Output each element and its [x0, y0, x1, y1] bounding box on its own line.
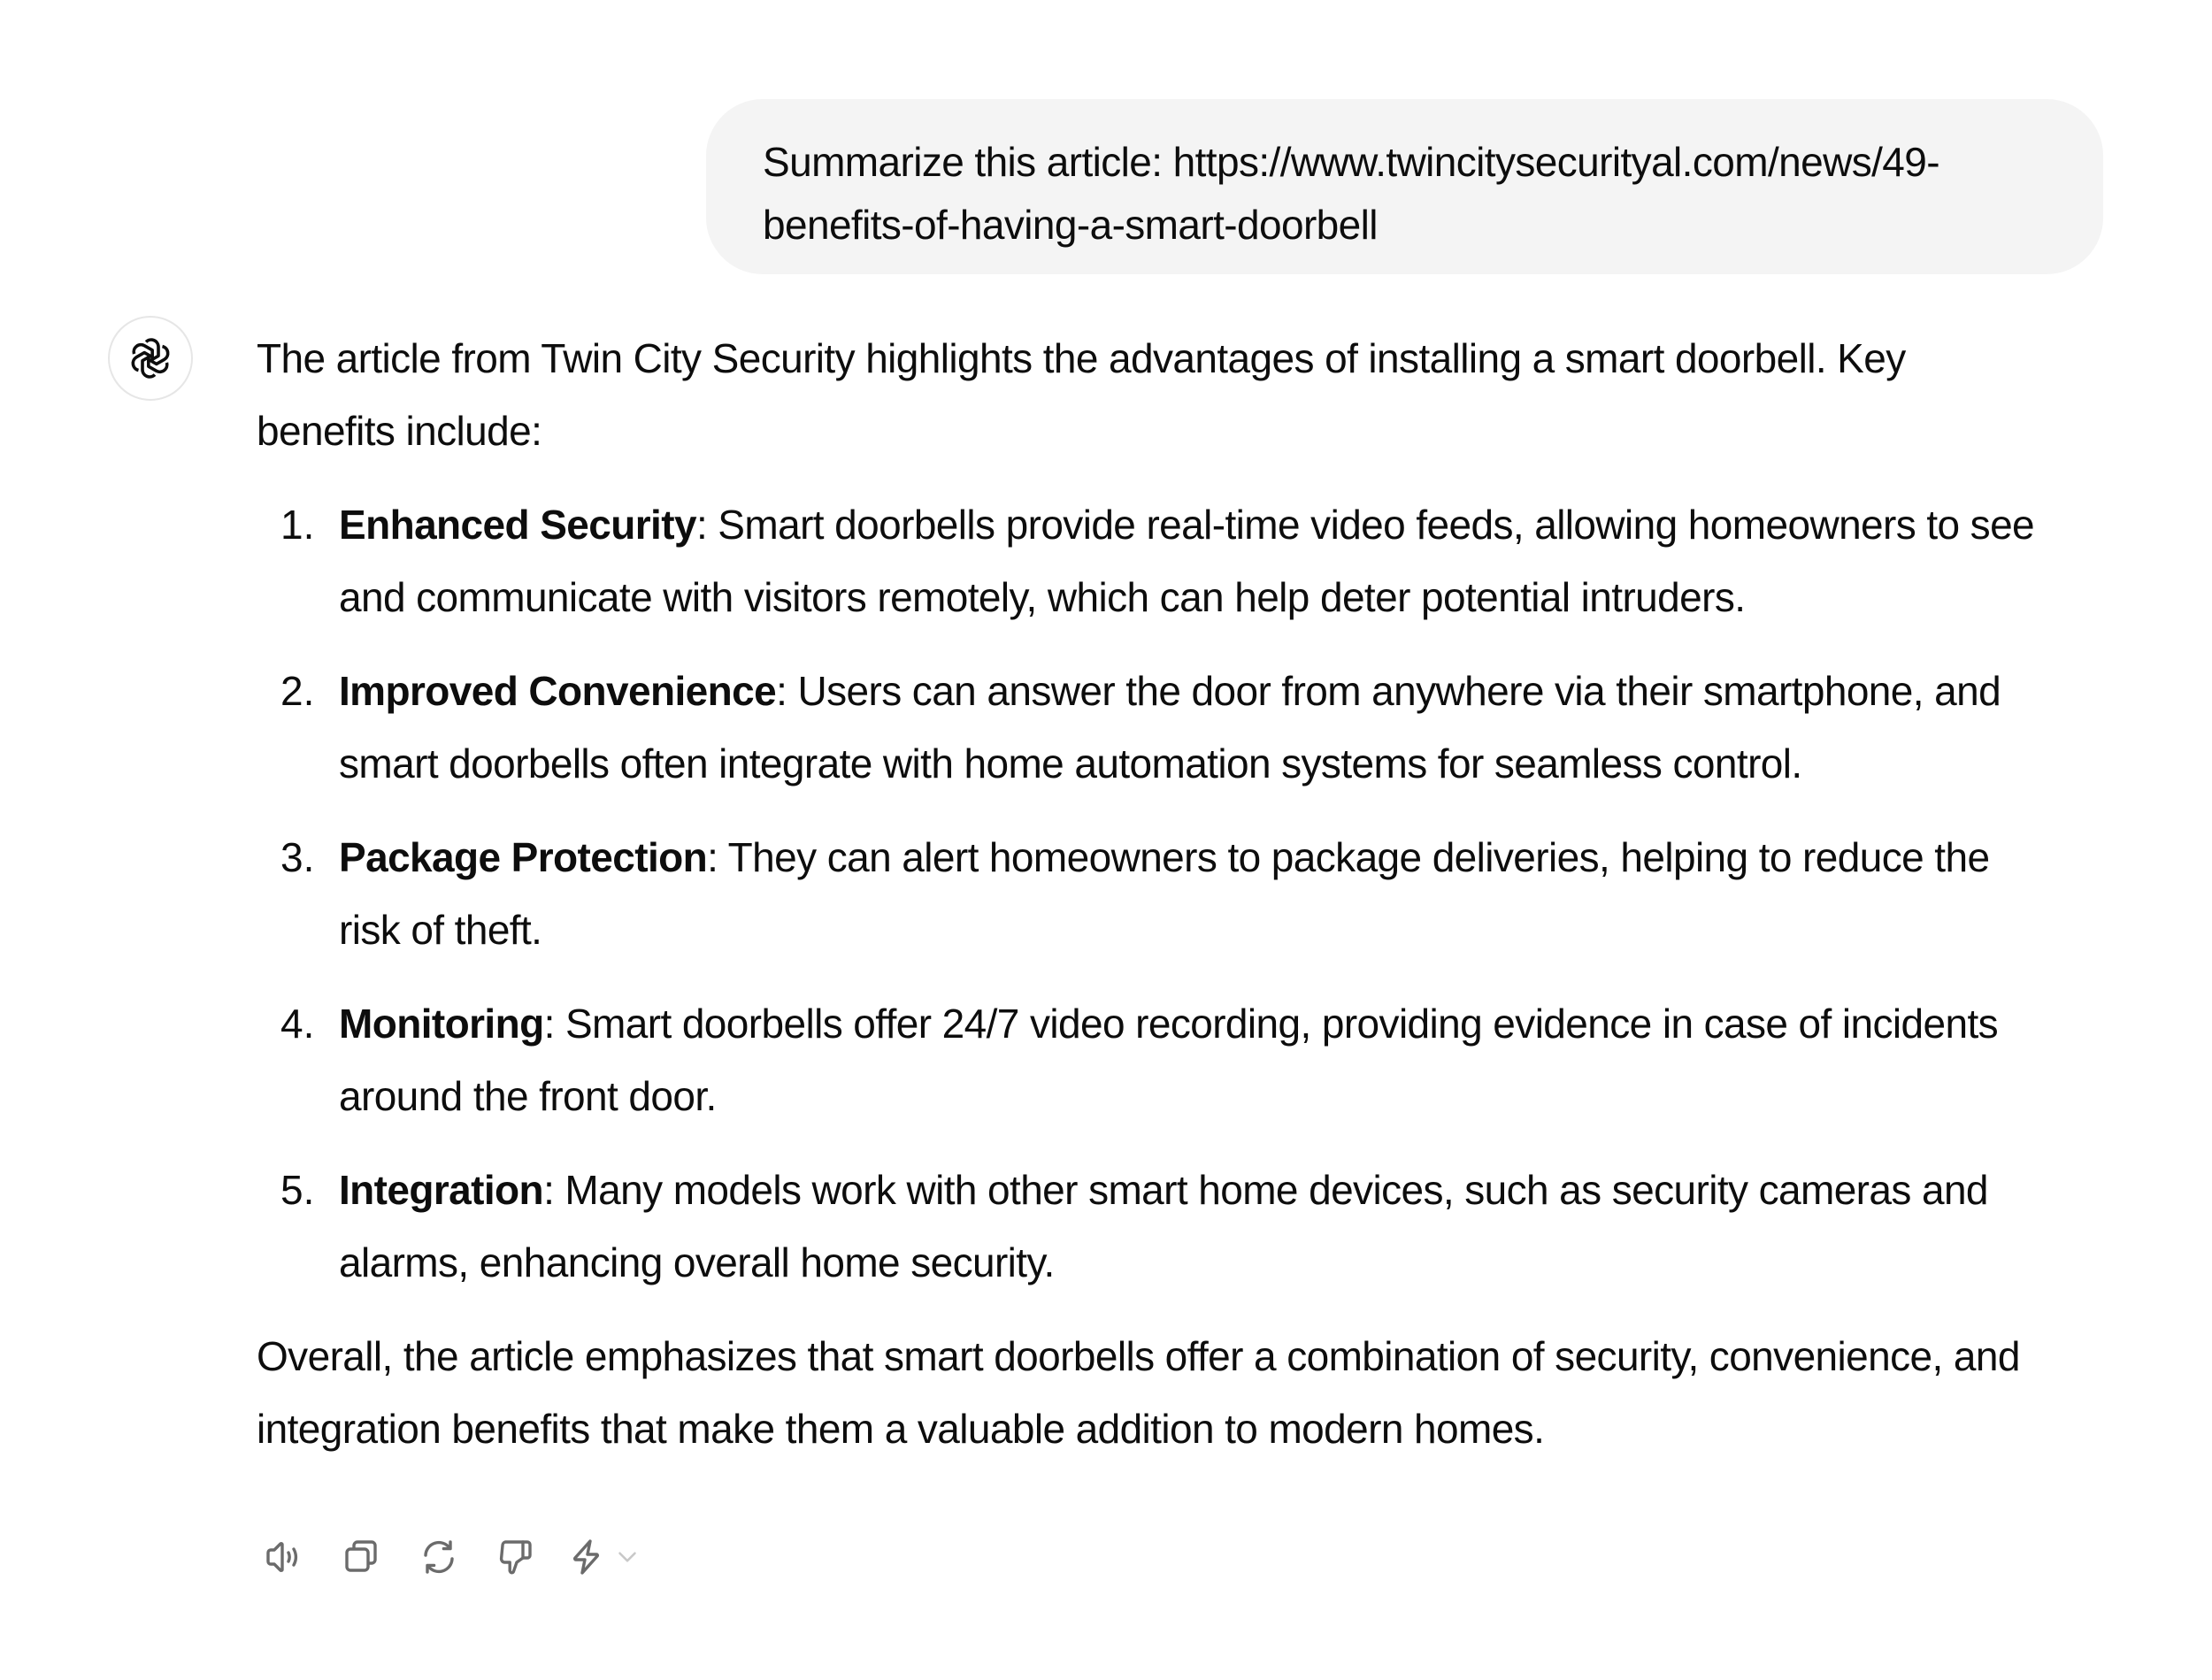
list-item — [257, 488, 2132, 633]
openai-logo-icon — [127, 334, 174, 382]
closing-line: integration benefits that make them a valuable addition to modern homes. — [257, 1406, 1545, 1452]
intro-line: The article from Twin City Security highlights the advantages of installing a smart doorbell. Key — [257, 335, 1906, 381]
item-title: Integration — [339, 1167, 544, 1213]
item-text: : Smart doorbells provide real-time video feeds, allowing homeowners to see — [695, 502, 2035, 548]
item-second-line: and communicate with visitors remotely, which can help deter potential intruders. — [339, 574, 1746, 620]
item-first-line — [339, 1154, 2132, 1226]
intro-paragraph — [257, 322, 2132, 467]
copy-icon — [340, 1536, 382, 1578]
item-title: Monitoring — [339, 1001, 544, 1047]
item-second-line: smart doorbells often integrate with home automation systems for seamless control. — [339, 740, 1802, 786]
item-text: : They can alert homeowners to package deliveries, helping to reduce the — [707, 834, 1990, 880]
assistant-message — [257, 322, 2132, 1465]
message-actions — [255, 1533, 642, 1581]
list-number: 5. — [280, 1167, 315, 1213]
item-title: Enhanced Security — [339, 502, 696, 548]
list-number: 2. — [280, 668, 315, 714]
item-text: : Smart doorbells offer 24/7 video recording, providing evidence in case of incidents — [543, 1001, 1999, 1047]
intro-line: benefits include: — [257, 408, 542, 454]
switch-model-button[interactable] — [566, 1533, 642, 1581]
list-item — [257, 1154, 2132, 1299]
copy-button[interactable] — [333, 1533, 389, 1581]
item-first-line — [339, 488, 2132, 561]
list-number: 1. — [280, 502, 315, 548]
item-second-line: around the front door. — [339, 1073, 717, 1119]
bad-response-button[interactable] — [488, 1533, 545, 1581]
list-number: 3. — [280, 834, 315, 880]
list-item — [257, 987, 2132, 1132]
item-first-line — [339, 655, 2132, 727]
user-message-bubble — [706, 99, 2103, 274]
refresh-icon — [418, 1536, 460, 1578]
closing-paragraph — [257, 1320, 2132, 1465]
item-title: Package Protection — [339, 834, 708, 880]
regenerate-button[interactable] — [411, 1533, 467, 1581]
assistant-avatar — [108, 316, 193, 401]
chevron-down-icon — [612, 1542, 642, 1572]
item-text: : Many models work with other smart home devices, such as security cameras and — [543, 1167, 1988, 1213]
item-second-line: risk of theft. — [339, 907, 542, 953]
read-aloud-button[interactable] — [255, 1533, 311, 1581]
item-text: : Users can answer the door from anywhere via their smartphone, and — [776, 668, 2001, 714]
item-first-line — [339, 821, 2132, 894]
item-first-line — [339, 987, 2132, 1060]
lightning-icon — [566, 1536, 609, 1578]
user-message-line: benefits-of-having-a-smart-doorbell — [763, 202, 1378, 248]
list-item — [257, 655, 2132, 800]
speaker-icon — [262, 1536, 304, 1578]
item-second-line: alarms, enhancing overall home security. — [339, 1239, 1055, 1285]
list-item — [257, 821, 2132, 966]
user-message-line: Summarize this article: https://www.twincitysecurityal.com/news/49- — [763, 139, 1939, 185]
list-number: 4. — [280, 1001, 315, 1047]
closing-line: Overall, the article emphasizes that smart doorbells offer a combination of security, convenience, and — [257, 1333, 2020, 1379]
benefits-list — [257, 488, 2132, 1299]
thumbs-down-icon — [495, 1536, 538, 1578]
item-title: Improved Convenience — [339, 668, 777, 714]
